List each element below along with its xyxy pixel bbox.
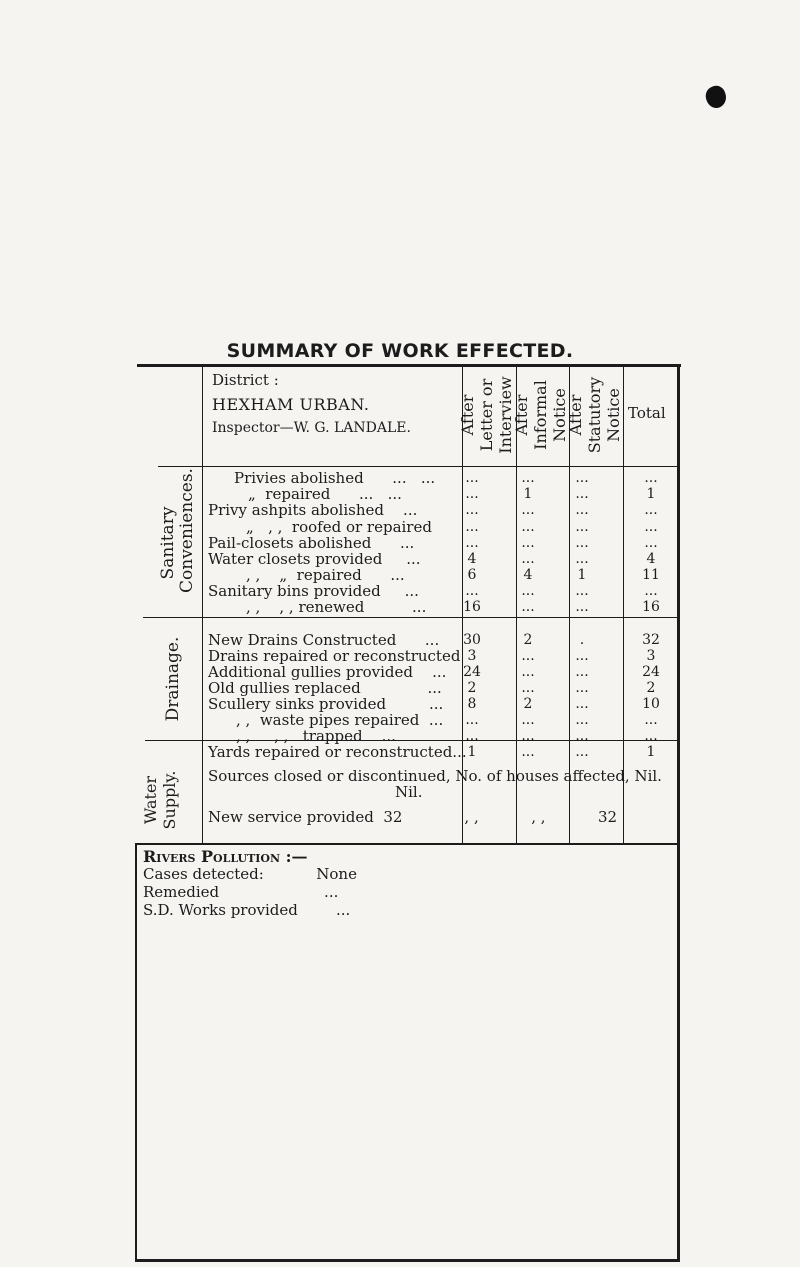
rivers-cases: Cases detected: None [143, 865, 357, 883]
cell-value: 1 [523, 486, 533, 502]
water-sources-nil: Nil. [395, 783, 423, 801]
cell-total: 1 [646, 486, 656, 502]
cell-value: ... [521, 599, 535, 615]
cell-total: 32 [642, 632, 660, 648]
cell-value: 6 [467, 567, 477, 583]
cell-value: ... [465, 712, 479, 728]
row-item: Old gullies replaced ... [208, 679, 442, 697]
cell-value: ... [465, 519, 479, 535]
cell-value: 1 [577, 567, 587, 583]
cell-value: ... [521, 502, 535, 518]
cell-value: ... [575, 535, 589, 551]
cell-value: 2 [523, 696, 533, 712]
cell-value: ... [575, 680, 589, 696]
cell-value: ... [465, 535, 479, 551]
cell-value: ... [575, 599, 589, 615]
cell-value: . [579, 632, 585, 648]
cell-value: ... [465, 583, 479, 599]
row-item: , , , , trapped ... [236, 727, 396, 745]
cell-total: 24 [642, 664, 660, 680]
cell-value: 4 [523, 567, 533, 583]
ink-blot [703, 83, 729, 111]
cell-value: ... [575, 696, 589, 712]
cell-value: ... [575, 744, 589, 760]
row-item: Scullery sinks provided ... [208, 695, 444, 713]
cell-total: 10 [642, 696, 660, 712]
cell-value: 3 [467, 648, 477, 664]
cell-value: ... [465, 502, 479, 518]
rivers-works: S.D. Works provided ... [143, 901, 351, 919]
row-item: „ , , roofed or repaired [246, 518, 432, 536]
cell-value: ... [521, 519, 535, 535]
cell-value: ... [521, 728, 535, 744]
cell-value: ... [575, 728, 589, 744]
inspector-name: Inspector—W. G. LANDALE. [212, 420, 411, 436]
col-header-total: Total [628, 404, 666, 422]
cell-value: 30 [463, 632, 481, 648]
cell-value: ... [521, 551, 535, 567]
cell-value: 2 [467, 680, 477, 696]
col-header-informal: After Informal Notice [512, 380, 569, 450]
cell-total: 4 [646, 551, 656, 567]
cell-value: ... [575, 486, 589, 502]
rule-left [135, 843, 137, 1262]
cell-value: ... [465, 486, 479, 502]
cell-value: 1 [467, 744, 477, 760]
cell-value: ... [575, 551, 589, 567]
row-item: Pail-closets abolished ... [208, 534, 415, 552]
cell-value: ... [521, 583, 535, 599]
row-divider [137, 843, 680, 845]
rivers-heading: Rivers Pollution :— [143, 847, 308, 866]
page-title: SUMMARY OF WORK EFFECTED. [226, 340, 574, 362]
cell-value: ... [521, 744, 535, 760]
cell-total: ... [644, 519, 658, 535]
cell-total: ... [644, 502, 658, 518]
cell-value: ... [521, 648, 535, 664]
row-item: Privy ashpits abolished ... [208, 501, 418, 519]
row-item: Water closets provided ... [208, 550, 421, 568]
cell-value: ... [575, 712, 589, 728]
rule-bottom [135, 1259, 680, 1262]
row-item: Additional gullies provided ... [208, 663, 447, 681]
row-item: Drains repaired or reconstructed [208, 647, 461, 665]
cell-total: 3 [646, 648, 656, 664]
cell-value: 4 [467, 551, 477, 567]
cell-value: ... [521, 535, 535, 551]
row-item: , , waste pipes repaired ... [236, 711, 444, 729]
cell-total: ... [644, 712, 658, 728]
cell-value: ... [521, 470, 535, 486]
col-divider [202, 364, 203, 844]
cell-total: 11 [642, 567, 660, 583]
row-item: Sanitary bins provided ... [208, 582, 419, 600]
cell-value: ... [521, 664, 535, 680]
cell-value: 8 [467, 696, 477, 712]
cell-value: ... [575, 470, 589, 486]
cell-total: ... [644, 470, 658, 486]
cell-total: 2 [646, 680, 656, 696]
cell-total: 1 [646, 744, 656, 760]
cell-total: ... [644, 728, 658, 744]
cell-value: ... [465, 470, 479, 486]
cell-total: 16 [642, 599, 660, 615]
row-item: , , „ repaired ... [246, 566, 405, 584]
row-item: Yards repaired or reconstructed... [208, 743, 467, 761]
water-new-service: New service provided 32 , , , , 32 [208, 808, 618, 826]
cell-value: ... [575, 664, 589, 680]
water-sources-line: Sources closed or discontinued, No. of houses affected, Nil. [208, 767, 662, 785]
row-item: „ repaired ... ... [248, 485, 402, 503]
cell-value: ... [575, 648, 589, 664]
district-name: HEXHAM URBAN. [212, 395, 370, 414]
row-item: Privies abolished ... ... [234, 469, 436, 487]
section-label-drainage: Drainage. [163, 636, 183, 722]
rule-right [677, 364, 680, 1262]
cell-value: 2 [523, 632, 533, 648]
cell-value: ... [575, 583, 589, 599]
row-divider [143, 617, 678, 618]
section-label-sanitary: Sanitary Conveniences. [158, 468, 197, 593]
cell-value: ... [575, 502, 589, 518]
row-item: New Drains Constructed ... [208, 631, 440, 649]
cell-total: ... [644, 583, 658, 599]
col-header-statutory: After Statutory Notice [566, 376, 623, 454]
cell-value: ... [575, 519, 589, 535]
cell-value: 24 [463, 664, 481, 680]
col-header-letter: After Letter or Interview [458, 376, 515, 454]
cell-value: ... [521, 712, 535, 728]
cell-total: ... [644, 535, 658, 551]
cell-value: ... [521, 680, 535, 696]
row-item: , , , , renewed ... [246, 598, 427, 616]
district-label: District : [212, 371, 279, 389]
rivers-remedied: Remedied ... [143, 883, 339, 901]
section-label-water: Water Supply. [141, 770, 179, 830]
row-divider [158, 466, 678, 467]
cell-value: 16 [463, 599, 481, 615]
cell-value: ... [465, 728, 479, 744]
